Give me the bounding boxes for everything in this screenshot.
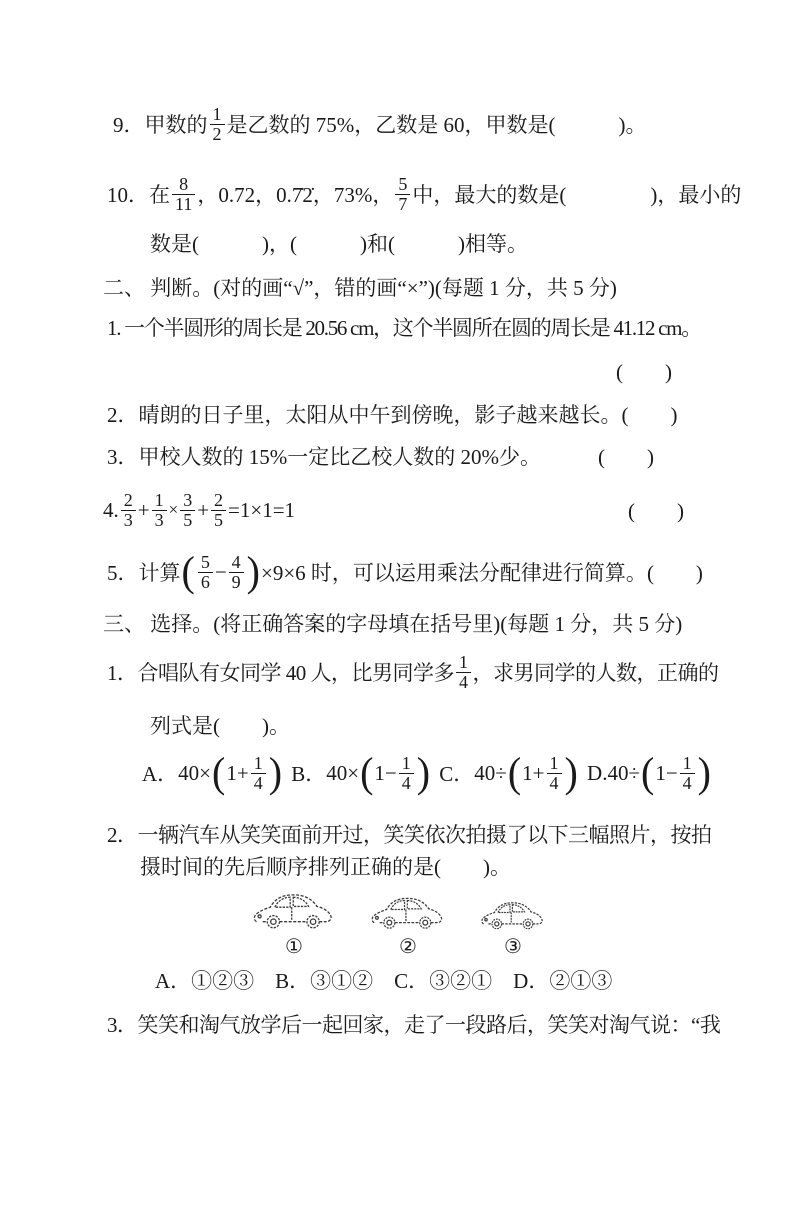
choice-q2-line-1 (100, 821, 712, 849)
text-segment: 甲数的 (144, 113, 208, 137)
car-photo-1 (252, 890, 336, 959)
text-segment: ×9×6 时，可以运用乘法分配律进行简算。 (261, 561, 647, 585)
fraction-numerator: 2 (123, 489, 133, 510)
answer-blank: ( ) (598, 445, 654, 469)
left-paren: ( (212, 748, 226, 797)
fraction (229, 553, 244, 592)
text-segment: ，0.72，0.7̇2̇，73%， (197, 183, 394, 207)
question-text: 3．笑笑和淘气放学后一起回家，走了一段路后，笑笑对淘气说：“我 (107, 1013, 721, 1037)
judge-q5 (100, 547, 712, 597)
fraction-denominator: 6 (198, 572, 213, 592)
operator: × (168, 500, 179, 519)
choice-q1-line-2 (100, 712, 712, 740)
text-segment: 摄时间的先后顺序排列正确的是( )。 (140, 855, 511, 879)
test-paper-page (0, 100, 793, 1222)
section-title-text: 二、 判断。(对的画“√”，错的画“×”)(每题 1 分，共 5 分) (103, 276, 617, 300)
car-photo-2 (370, 894, 446, 959)
fraction-numerator: 1 (549, 752, 559, 773)
options-text: A．①②③ B．③①② C．③②① D．②①③ (155, 969, 613, 993)
left-paren: ( (360, 748, 374, 797)
fraction-numerator: 3 (183, 489, 193, 510)
section-title-text: 三、 选择。(将正确答案的字母填在括号里)(每题 1 分，共 5 分) (103, 612, 683, 636)
car-photo-label: ② (399, 936, 417, 958)
fraction-numerator: 2 (214, 489, 224, 510)
fraction-denominator: 11 (172, 194, 195, 214)
fraction-numerator: 8 (179, 173, 189, 194)
fraction (121, 491, 136, 530)
fraction (211, 491, 226, 530)
option-expression: 40÷ (474, 760, 507, 785)
fraction-denominator: 5 (211, 510, 226, 530)
option-label: D. (587, 760, 608, 785)
question-9 (100, 100, 712, 148)
choice-q1-line-1 (100, 648, 719, 696)
question-text: 3．甲校人数的 15%一定比乙校人数的 20%少。 (107, 445, 541, 469)
fraction (152, 491, 167, 530)
question-number: 5． (107, 561, 139, 585)
fraction-numerator: 5 (200, 551, 210, 572)
answer-blank: ( ) (616, 360, 672, 384)
option-expression: 40× (178, 760, 212, 785)
fraction-numerator: 1 (253, 752, 263, 773)
right-paren: ) (416, 748, 431, 797)
option-label: B． (291, 762, 327, 786)
section-choice-title (100, 610, 712, 638)
fraction-numerator: 1 (459, 651, 468, 672)
judge-q3 (100, 441, 712, 471)
car-photo-3 (480, 899, 546, 959)
question-text: 2．一辆汽车从笑笑面前开过，笑笑依次拍摄了以下三幅照片，按拍 (107, 823, 712, 847)
judge-q1-answer-row (100, 358, 712, 386)
option-label: C． (439, 762, 475, 786)
option-c (439, 748, 579, 797)
fraction (198, 553, 213, 592)
fraction (180, 491, 195, 530)
fraction-denominator: 9 (229, 572, 244, 592)
choice-q2-options (100, 967, 712, 995)
question-number: 10． (107, 183, 149, 207)
car-photo-label: ① (285, 936, 303, 958)
fraction-denominator: 4 (456, 672, 471, 692)
fraction-numerator: 1 (154, 489, 164, 510)
choice-q1-options (100, 748, 712, 798)
option-a (142, 748, 283, 797)
fraction-denominator: 2 (210, 124, 225, 144)
right-paren: ) (246, 547, 260, 596)
option-expression: 1+ (226, 760, 249, 785)
text-segment: 列式是( )。 (150, 714, 290, 738)
equation-tail: =1×1=1 (228, 497, 296, 522)
fraction (395, 175, 410, 214)
option-expression: 1− (374, 760, 397, 785)
fraction-numerator: 5 (398, 173, 408, 194)
option-expression: 40÷ (607, 760, 640, 785)
question-text: 2．晴朗的日子里，太阳从中午到傍晚，影子越来越长。 (107, 403, 622, 427)
question-number: 9． (113, 113, 145, 137)
option-label: A． (142, 762, 179, 786)
left-paren: ( (640, 748, 655, 797)
fraction-denominator: 4 (680, 773, 695, 793)
section-judge-title (100, 274, 712, 302)
question-text: ，求男同学的人数，正确的 (472, 661, 719, 685)
choice-q3-line-1 (100, 1011, 721, 1039)
fraction (456, 653, 471, 692)
fraction-numerator: 1 (212, 103, 222, 124)
judge-q2 (100, 399, 712, 429)
fraction-denominator: 4 (399, 773, 414, 793)
question-number: 4. (103, 497, 119, 522)
question-text: 1．合唱队有女同学 40 人，比男同学多 (107, 661, 454, 685)
fraction (172, 175, 195, 214)
fraction-numerator: 4 (231, 551, 241, 572)
text-segment: 计算 (138, 561, 181, 585)
operator: − (214, 559, 227, 584)
fraction-denominator: 5 (180, 510, 195, 530)
left-paren: ( (507, 748, 522, 797)
text-segment: 数是( )，( )和( )相等。 (150, 232, 528, 256)
operator: + (137, 497, 150, 522)
fraction-numerator: 1 (401, 752, 411, 773)
right-paren: ) (697, 748, 711, 797)
car-photo-label: ③ (504, 936, 522, 958)
fraction-denominator: 3 (121, 510, 136, 530)
car-sketch-icon (370, 894, 446, 932)
question-10-line-1 (100, 170, 742, 218)
operator: + (197, 497, 210, 522)
option-expression: 40× (326, 760, 360, 785)
car-photos-row (100, 891, 712, 959)
text-segment: 在 (149, 183, 170, 207)
answer-blank: ( ) (621, 403, 678, 427)
option-d (587, 748, 712, 797)
fraction (547, 754, 562, 793)
right-paren: ) (564, 748, 578, 797)
fraction (399, 754, 414, 793)
option-expression: 1− (655, 760, 678, 785)
fraction (680, 754, 695, 793)
fraction-denominator: 4 (547, 773, 562, 793)
judge-q4 (100, 487, 712, 533)
fraction (210, 105, 225, 144)
left-paren: ( (181, 547, 195, 596)
car-sketch-icon (480, 899, 546, 932)
text-segment: 是乙数的 75%，乙数是 60，甲数是( )。 (226, 113, 647, 137)
right-paren: ) (268, 748, 283, 797)
question-text: 1. 一个半圆形的周长是 20.56 cm，这个半圆所在圆的周长是 41.12 cm。 (107, 316, 701, 340)
choice-q2-line-2 (100, 853, 712, 881)
judge-q1 (100, 314, 712, 342)
car-sketch-icon (252, 890, 336, 932)
answer-blank: ( ) (646, 561, 703, 585)
fraction (251, 754, 266, 793)
question-10-line-2 (100, 230, 712, 258)
option-expression: 1+ (522, 760, 545, 785)
fraction-numerator: 1 (682, 752, 692, 773)
fraction-denominator: 7 (395, 194, 410, 214)
answer-blank: ( ) (628, 499, 684, 523)
text-segment: 中，最大的数是( )，最小的 (412, 183, 742, 207)
fraction-denominator: 4 (251, 773, 266, 793)
fraction-denominator: 3 (152, 510, 167, 530)
option-b (291, 748, 431, 797)
